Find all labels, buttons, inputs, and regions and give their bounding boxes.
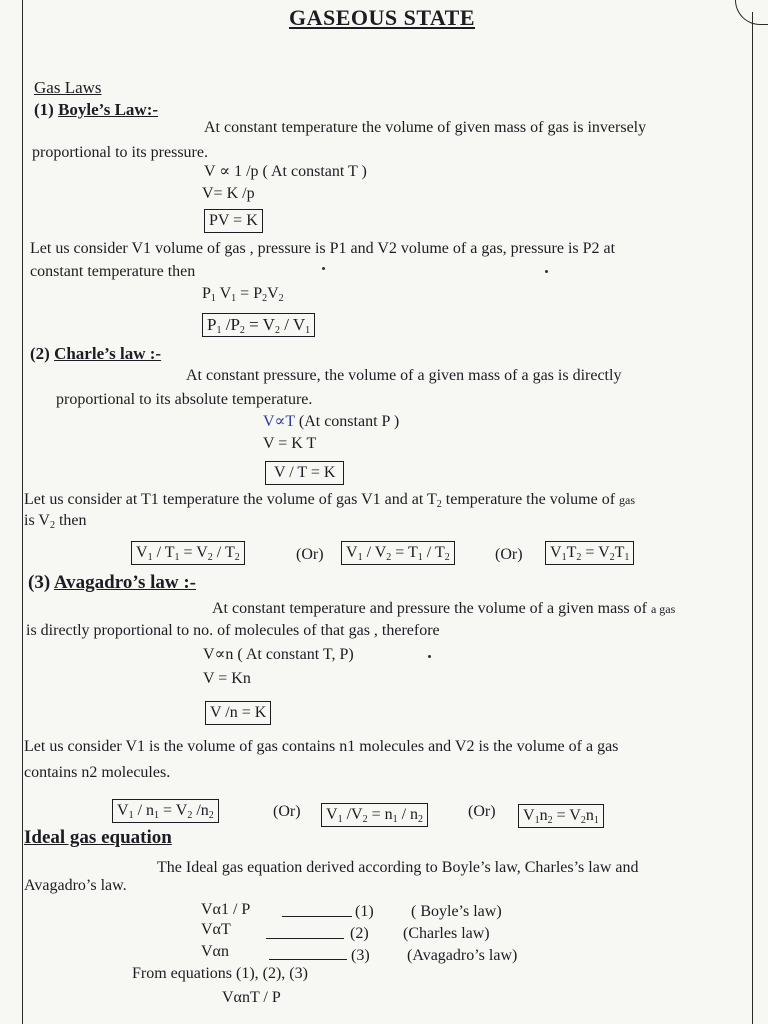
charle-boxed-equation: V / T = K	[265, 461, 344, 485]
charle-or-1: (Or)	[296, 546, 324, 563]
avagadro-consider-line2: contains n2 molecules.	[24, 764, 171, 781]
charle-heading	[30, 344, 161, 364]
ideal-row-3-num: (3)	[351, 947, 370, 964]
section-heading-gas-laws: Gas Laws	[34, 78, 102, 97]
ideal-row-2-eq: VαT	[201, 921, 231, 938]
ideal-row-3-eq: Vαn	[201, 943, 229, 960]
avagadro-text-line1	[212, 599, 675, 619]
ideal-final-equation: VαnT / P	[222, 989, 281, 1006]
avagadro-box-c: $V_1n_2 = V_2n_1$	[518, 804, 604, 828]
boyle-boxed-equation-2: $P_1$ $/P_2 = V_2 / V_1$	[202, 313, 315, 337]
avagadro-text-line1-a: At constant temperature and pressure the volume of a given mass of	[212, 600, 647, 617]
charle-consider-line1-a: Let us consider at T1 temperature the volume of gas V1 and at T	[24, 491, 437, 508]
charle-consider-line1: Let us consider at T1 temperature the volume of gas V1 and at $T_2$ temperature the volume of gas	[24, 491, 636, 510]
page-title: GASEOUS STATE	[289, 5, 476, 30]
avagadro-boxed-equation: V /n = K	[205, 701, 271, 725]
ideal-heading	[24, 828, 172, 848]
ideal-text-line2: Avagadro’s law.	[24, 877, 127, 894]
ideal-row-2-law: (Charles law)	[403, 925, 490, 942]
ideal-row-1-law: ( Boyle’s law)	[411, 903, 502, 920]
charle-box-a: $V_1 / T_1 = V_2 / T_2$	[131, 541, 245, 565]
paper-speck	[545, 270, 548, 273]
paper-speck	[322, 267, 325, 270]
avagadro-heading-number: (3)	[28, 572, 51, 593]
boyle-equation-3: $P_1$ $V_1 = P_2V_2$	[202, 285, 284, 304]
avagadro-text-line2: is directly proportional to no. of molecules of that gas , therefore	[26, 622, 440, 639]
boyle-heading-number: (1)	[34, 100, 54, 119]
boyle-equation-1: V ∝ 1 /p ( At constant T )	[204, 163, 367, 180]
avagadro-heading	[28, 573, 196, 593]
boyle-boxed-equation: PV = K	[204, 209, 263, 233]
ideal-row-3-law: (Avagadro’s law)	[407, 947, 518, 964]
ideal-row-1-eq: Vα1 / P	[201, 901, 251, 918]
boyle-consider-line2: constant temperature then	[30, 263, 196, 280]
charle-box-b: $V_1 / V_2 = T_1 / T_2$	[341, 541, 455, 565]
page-corner	[735, 0, 768, 25]
boyle-consider-line1: Let us consider V1 volume of gas , pressure is P1 and V2 volume of a gas, pressure is P2 at	[30, 240, 616, 257]
boyle-text-line2: proportional to its pressure.	[32, 144, 208, 161]
page-border-left	[22, 0, 23, 1024]
charle-or-2: (Or)	[495, 546, 523, 563]
ideal-row-1-blank	[282, 902, 352, 917]
avagadro-equation-1: V∝n ( At constant T, P)	[203, 646, 354, 663]
page-border-right	[752, 12, 753, 1024]
charle-text-line2: proportional to its absolute temperature.	[56, 391, 313, 408]
charle-heading-number: (2)	[30, 344, 50, 363]
charle-box-c: $V_1T_2 = V_2T_1$	[545, 541, 634, 565]
charle-consider-line1-c: gas	[619, 493, 636, 507]
charle-text-line1: At constant pressure, the volume of a given mass of a gas is directly	[186, 367, 622, 384]
ideal-row-1-num: (1)	[355, 903, 374, 920]
boyle-heading	[34, 100, 158, 120]
ideal-heading-label: Ideal gas equation	[24, 827, 172, 848]
charle-equation-2: V = K T	[263, 435, 317, 452]
avagadro-or-2: (Or)	[468, 803, 496, 820]
charle-consider-line2-a: is V	[24, 512, 50, 529]
avagadro-or-1: (Or)	[273, 803, 301, 820]
ideal-from-equations: From equations (1), (2), (3)	[132, 965, 308, 982]
paper-speck	[428, 655, 431, 658]
ideal-row-2-blank	[266, 924, 344, 939]
charle-equation-1-condition: (At constant P )	[298, 413, 400, 430]
avagadro-heading-label: Avagadro’s law :-	[53, 572, 196, 593]
charle-consider-line2: is $V_2$ then	[24, 512, 87, 531]
avagadro-consider-line1: Let us consider V1 is the volume of gas contains n1 molecules and V2 is the volume of a gas	[24, 738, 619, 755]
ideal-row-2-num: (2)	[350, 925, 369, 942]
avagadro-box-b: $V_1$ $/V_2 = n_1 / n_2$	[321, 803, 428, 827]
boyle-text-line1: At constant temperature the volume of given mass of gas is inversely	[204, 119, 647, 136]
ideal-row-3-blank	[269, 945, 347, 960]
avagadro-text-line1-b: a gas	[650, 602, 676, 616]
charle-proportional: V∝T	[263, 413, 295, 430]
boyle-equation-2: V= K /p	[202, 185, 255, 202]
charle-consider-line1-b: temperature the volume of	[441, 491, 616, 508]
ideal-text-line1: The Ideal gas equation derived according to Boyle’s law, Charles’s law and	[157, 859, 639, 876]
charle-equation-1	[263, 412, 399, 432]
avagadro-box-a: $V_1 / n_1 = V_2$ $/n_2$	[112, 799, 219, 823]
boyle-heading-label: Boyle’s Law:-	[58, 100, 159, 119]
charle-heading-label: Charle’s law :-	[54, 344, 162, 363]
charle-consider-line2-b: then	[54, 512, 87, 529]
avagadro-equation-2: V = Kn	[203, 670, 251, 687]
